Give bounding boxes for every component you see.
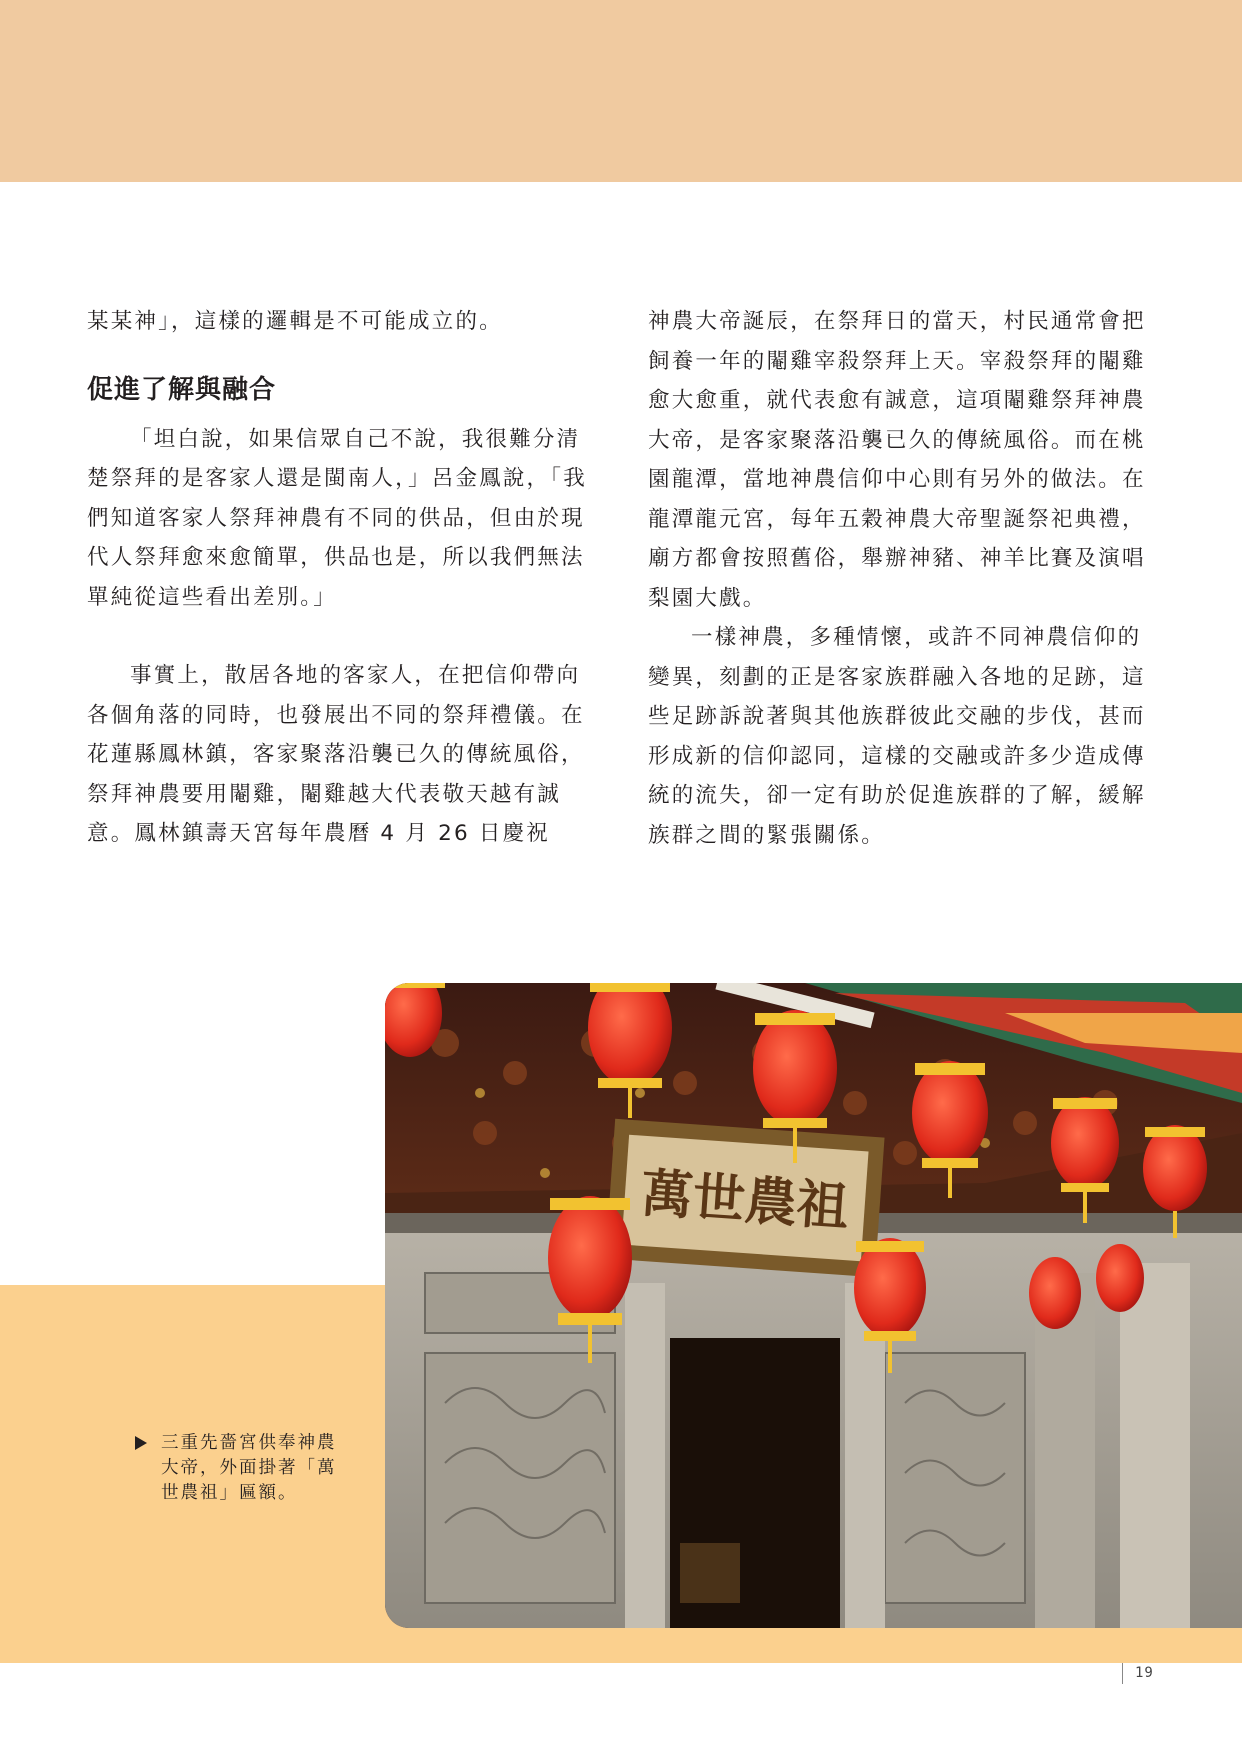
paragraph-gap — [87, 617, 587, 656]
paragraph: 一樣神農，多種情懷，或許不同神農信仰的變異，刻劃的正是客家族群融入各地的足跡，這些足跡訴說著與其他族群彼此交融的步伐，甚而形成新的信仰認同，這樣的交融或許多少造成傳統的流失，卻一定有助於促進族群的了解，緩解族群之間的緊張關係。 — [648, 625, 1146, 848]
photo-caption — [135, 1431, 345, 1506]
page-number: 19 — [1122, 1663, 1154, 1684]
paragraph: 某某神」，這樣的邏輯是不可能成立的。 — [87, 309, 503, 334]
paragraph: 「坦白說，如果信眾自己不說，我很難分清楚祭拜的是客家人還是閩南人，」呂金鳳說，「我們知道客家人祭拜神農有不同的供品，但由於現代人祭拜愈來愈簡單，供品也是，所以我們無法單純從這些看出差別。」 — [87, 426, 587, 610]
plaque-text: 萬世農祖 — [638, 1162, 851, 1239]
paragraph: 事實上，散居各地的客家人，在把信仰帶向各個角落的同時，也發展出不同的祭拜禮儀。在花蓮縣鳳林鎮，客家聚落沿襲已久的傳統風俗，祭拜神農要用閹雞，閹雞越大代表敬天越有誠意。鳳林鎮壽天宮每年農曆 4 月 26 日慶祝 — [87, 663, 585, 846]
paragraph: 神農大帝誕辰，在祭拜日的當天，村民通常會把飼養一年的閹雞宰殺祭拜上天。宰殺祭拜的閹雞愈大愈重，就代表愈有誠意，這項閹雞祭拜神農大帝，是客家聚落沿襲已久的傳統風俗。而在桃園龍潭，當地神農信仰中心則有另外的做法。在龍潭龍元宮，每年五穀神農大帝聖誕祭祀典禮，廟方都會按照舊俗，舉辦神豬、神羊比賽及演唱梨園大戲。 — [648, 309, 1146, 611]
temple-photo — [385, 983, 1242, 1628]
right-text-column — [648, 302, 1148, 855]
left-text-column — [87, 302, 587, 854]
caption-arrow-icon — [135, 1436, 147, 1450]
caption-text: 三重先嗇宮供奉神農大帝，外面掛著「萬世農祖」匾額。 — [161, 1433, 337, 1503]
section-heading: 促進了解與融合 — [87, 374, 277, 405]
top-color-band — [0, 0, 1242, 182]
